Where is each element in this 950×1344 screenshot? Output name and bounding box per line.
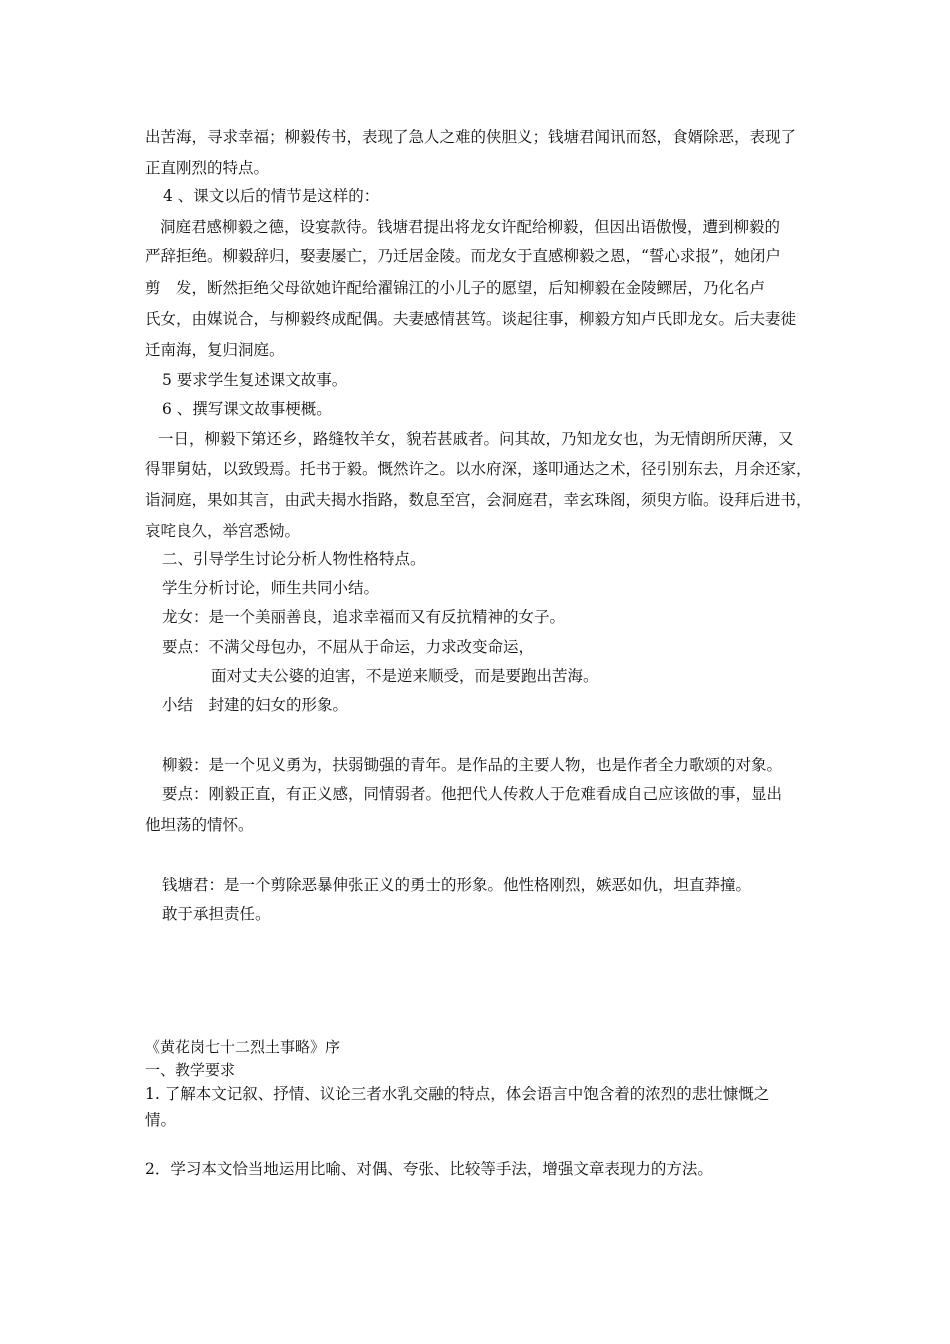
- section-heading: 一、教学要求: [145, 1061, 236, 1079]
- text-line: 柳毅：是一个见义勇为，扶弱锄强的青年。是作品的主要人物，也是作者全力歌颂的对象。: [162, 756, 783, 774]
- text-line: 他坦荡的情怀。: [145, 816, 254, 834]
- text-line: 要点：不满父母包办，不屈从于命运，力求改变命运，: [162, 638, 535, 656]
- section-title: 《黄花岗七十二烈土事略》序: [145, 1038, 341, 1056]
- text-line: 诣洞庭，果如其言，由武夫揭水指路，数息至宫，会洞庭君，幸玄珠阁，须臾方临。设拜后进书，: [145, 491, 812, 509]
- text-line: 6 、撰写课文故事梗概。: [162, 400, 332, 418]
- text-line: 一日，柳毅下第还乡，路缝牧羊女，貌若甚戚者。问其故，乃知龙女也，为无情朗所厌薄，又: [158, 430, 794, 448]
- text-line: 2．学习本文恰当地运用比喻、对偶、夸张、比较等手法，增强文章表现力的方法。: [145, 1160, 713, 1178]
- text-line: 二、引导学生讨论分析人物性格特点。: [162, 550, 426, 568]
- text-line: 得罪舅姑，以致毁焉。托书于毅。慨然许之。以水府深，遂叩通达之术，径引别东去，月余还家，: [145, 460, 812, 478]
- text-line: 钱塘君：是一个剪除恶暴伸张正义的勇士的形象。他性格刚烈，嫉恶如仇，坦直莽撞。: [162, 876, 752, 894]
- text-line: 学生分析讨论，师生共同小结。: [162, 579, 380, 597]
- text-line: 1. 了解本文记叙、抒情、议论三者水乳交融的特点，体会语言中饱含着的浓烈的悲壮慷慨之: [145, 1085, 770, 1103]
- text-line: 面对丈夫公婆的迫害，不是逆来顺受，而是要跑出苦海。: [211, 667, 599, 685]
- text-line: 龙女：是一个美丽善良，追求幸福而又有反抗精神的女子。: [162, 608, 566, 626]
- text-line: 剪 发，断然拒绝父母欲她许配给濯锦江的小儿子的愿望，后知柳毅在金陵鳏居，乃化名卢: [145, 279, 766, 297]
- text-line: 5 要求学生复述课文故事。: [162, 371, 348, 389]
- text-line: 迁南海，复归洞庭。: [145, 341, 285, 359]
- text-line: 4 、课文以后的情节是这样的：: [163, 187, 380, 205]
- text-line: 出苦海，寻求幸福；柳毅传书，表现了急人之难的侠胆义；钱塘君闻讯而怒，食婿除恶，表现了: [145, 128, 797, 146]
- text-line: 氏女，由媒说合，与柳毅终成配偶。夫妻感情甚笃。谈起往事，柳毅方知卢氏即龙女。后夫妻徙: [145, 310, 797, 328]
- text-line: 小结 封建的妇女的形象。: [162, 696, 349, 714]
- text-line: 严辞拒绝。柳毅辞归，娶妻屡亡，乃迁居金陵。而龙女于直感柳毅之恩，“誓心求报”，她闭户: [145, 247, 781, 265]
- text-line: 正直刚烈的特点。: [145, 159, 270, 177]
- text-line: 洞庭君感柳毅之德，设宴款待。钱塘君提出将龙女许配给柳毅，但因出语傲慢，遭到柳毅的: [160, 218, 781, 236]
- text-line: 哀咤良久，举宫悉恸。: [145, 522, 301, 540]
- text-line: 情。: [145, 1111, 177, 1129]
- text-line: 敢于承担责任。: [162, 905, 271, 923]
- text-line: 要点：刚毅正直，有正义感，同情弱者。他把代人传救人于危难看成自己应该做的事，显出: [162, 785, 783, 803]
